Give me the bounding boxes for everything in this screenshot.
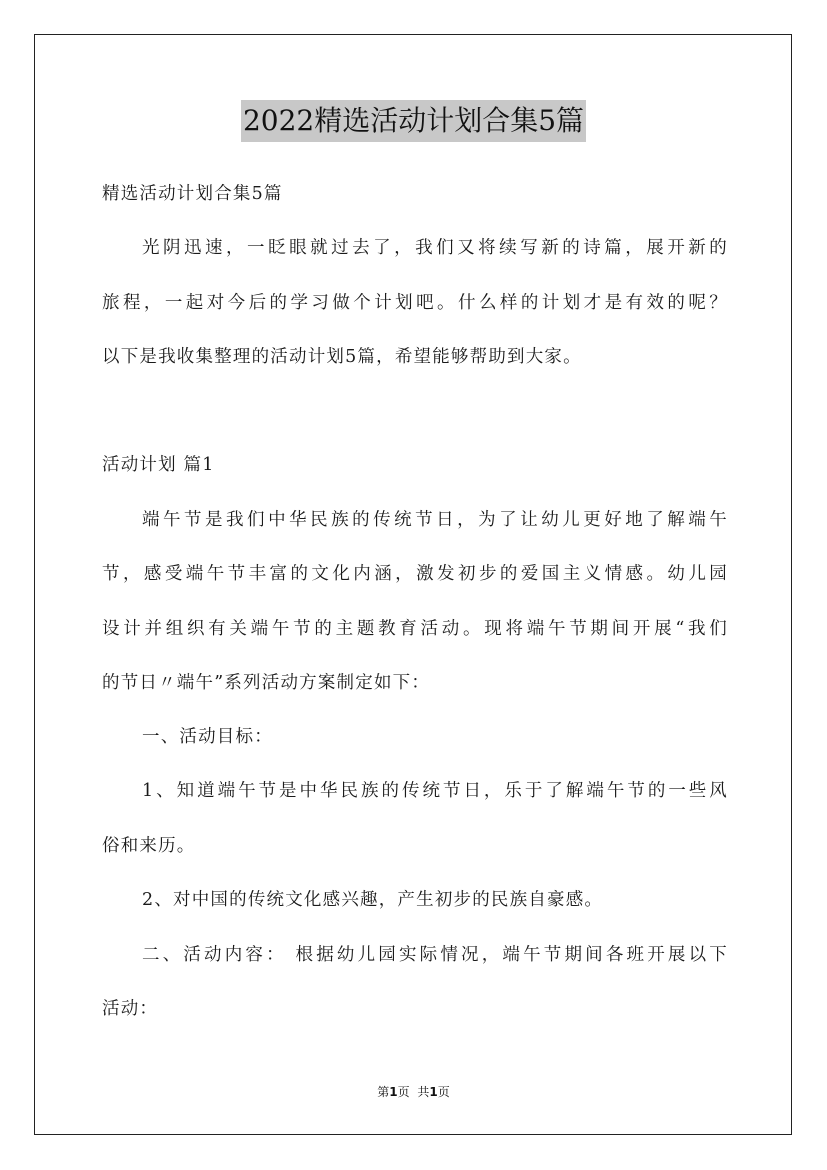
page-footer [0,1084,827,1100]
section-heading: 活动计划 篇1 [102,455,215,475]
goal1-line-2: 俗和来历。 [102,836,196,856]
total-label-prefix: 共 [417,1085,430,1099]
content-heading-line-2: 活动： [102,999,159,1019]
goal1-line-1: 1、知道端午节是中华民族的传统节日，乐于了解端午节的一些风 [142,781,728,801]
total-pages: 1 [429,1085,438,1099]
total-label-suffix: 页 [437,1085,450,1099]
section1-line-1: 端午节是我们中华民族的传统节日，为了让幼儿更好地了解端午 [142,510,728,530]
page-label-prefix: 第 [377,1085,390,1099]
document-title [0,100,827,142]
section1-line-2: 节，感受端午节丰富的文化内涵，激发初步的爱国主义情感。幼儿园 [102,564,728,584]
goal2-line: 2、对中国的传统文化感兴趣，产生初步的民族自豪感。 [142,890,604,910]
goal-heading: 一、活动目标： [142,727,273,747]
intro-line-3: 以下是我收集整理的活动计划5篇，希望能够帮助到大家。 [102,347,582,367]
content-heading-line-1: 二、活动内容： 根据幼儿园实际情况，端午节期间各班开展以下 [142,945,728,965]
page-label-suffix: 页 [397,1085,410,1099]
page-number: 1 [389,1085,398,1099]
document-subtitle: 精选活动计划合集5篇 [102,184,283,204]
intro-line-1: 光阴迅速，一眨眼就过去了，我们又将续写新的诗篇，展开新的 [142,238,728,258]
intro-line-2: 旅程，一起对今后的学习做个计划吧。什么样的计划才是有效的呢？ [102,293,728,313]
document-title-text: 2022精选活动计划合集5篇 [241,100,586,142]
section1-line-4: 的节日〃端午”系列活动方案制定如下： [102,673,431,693]
section1-line-3: 设计并组织有关端午节的主题教育活动。现将端午节期间开展“我们 [102,619,728,639]
